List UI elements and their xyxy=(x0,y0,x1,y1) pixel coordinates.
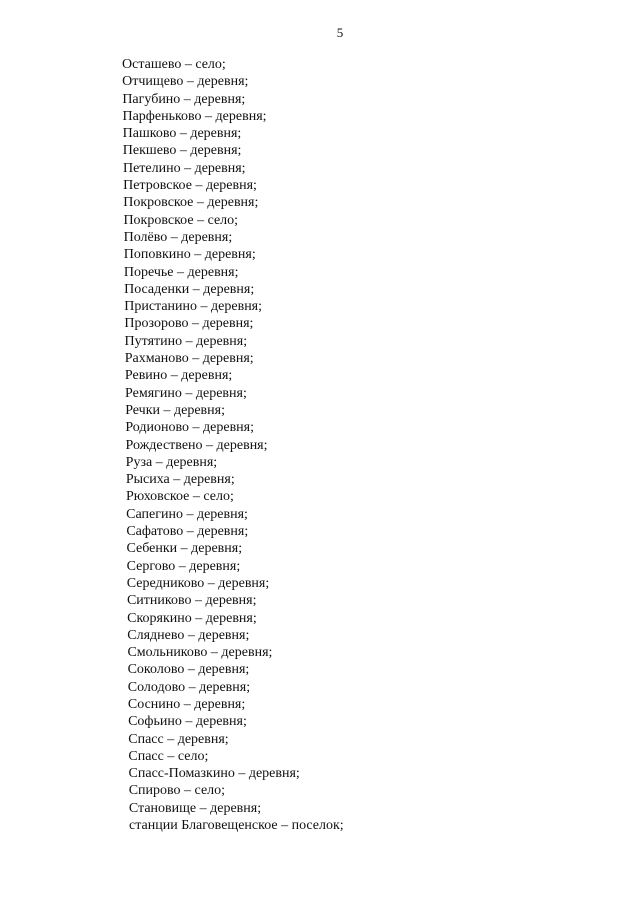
list-item: Себенки – деревня; xyxy=(126,541,243,557)
list-item: Парфеньково – деревня; xyxy=(122,108,267,124)
list-item: Рождествено – деревня; xyxy=(125,437,268,453)
list-item: Пагубино – деревня; xyxy=(122,91,246,107)
list-item: Полёво – деревня; xyxy=(123,229,233,245)
list-item: Посаденки – деревня; xyxy=(124,281,255,297)
list-item: Спасс – деревня; xyxy=(128,731,229,747)
list-item: Поречье – деревня; xyxy=(123,264,239,280)
list-item: Сафатово – деревня; xyxy=(126,524,249,540)
list-item: Сляднево – деревня; xyxy=(127,627,250,643)
list-item: Поповкино – деревня; xyxy=(123,247,256,263)
page-number: 5 xyxy=(336,25,344,40)
list-item: Соснино – деревня; xyxy=(127,696,246,712)
list-item: Осташево – село; xyxy=(122,57,226,72)
settlement-list xyxy=(122,56,344,834)
list-item: станции Благовещенское – поселок; xyxy=(129,818,344,834)
list-item: Речки – деревня; xyxy=(125,402,225,418)
list-item: Спирово – село; xyxy=(128,783,226,799)
list-item: Спасс – село; xyxy=(128,748,209,764)
list-item: Ремягино – деревня; xyxy=(125,385,247,401)
list-item: Сергово – деревня; xyxy=(126,558,241,574)
list-item: Путятино – деревня; xyxy=(124,333,248,349)
list-item: Соколово – деревня; xyxy=(127,662,250,678)
list-item: Родионово – деревня; xyxy=(125,420,254,436)
list-item: Пристанино – деревня; xyxy=(124,299,263,315)
list-item: Пашково – деревня; xyxy=(122,126,242,142)
list-item: Рысиха – деревня; xyxy=(125,472,235,488)
list-item: Ревино – деревня; xyxy=(124,368,233,384)
list-item: Скорякино – деревня; xyxy=(127,610,257,626)
list-item: Руза – деревня; xyxy=(125,454,218,470)
list-item: Сапегино – деревня; xyxy=(126,506,248,522)
list-item: Отчищево – деревня; xyxy=(122,74,249,90)
list-item: Спасс-Помазкино – деревня; xyxy=(128,766,300,782)
list-item: Покровское – деревня; xyxy=(123,195,259,211)
list-item: Прозорово – деревня; xyxy=(124,316,254,332)
list-item: Софьино – деревня; xyxy=(128,714,247,730)
list-item: Смольниково – деревня; xyxy=(127,645,273,661)
list-item: Покровское – село; xyxy=(123,212,239,228)
list-item: Пекшево – деревня; xyxy=(122,143,242,159)
list-item: Середниково – деревня; xyxy=(126,575,270,591)
list-item: Петелино – деревня; xyxy=(122,160,246,176)
list-item: Становище – деревня; xyxy=(128,800,262,816)
list-item: Ситниково – деревня; xyxy=(126,593,257,609)
list-item: Петровское – деревня; xyxy=(123,178,257,194)
list-item: Рахманово – деревня; xyxy=(124,351,254,367)
list-item: Рюховское – село; xyxy=(126,489,234,505)
list-item: Солодово – деревня; xyxy=(127,679,251,695)
